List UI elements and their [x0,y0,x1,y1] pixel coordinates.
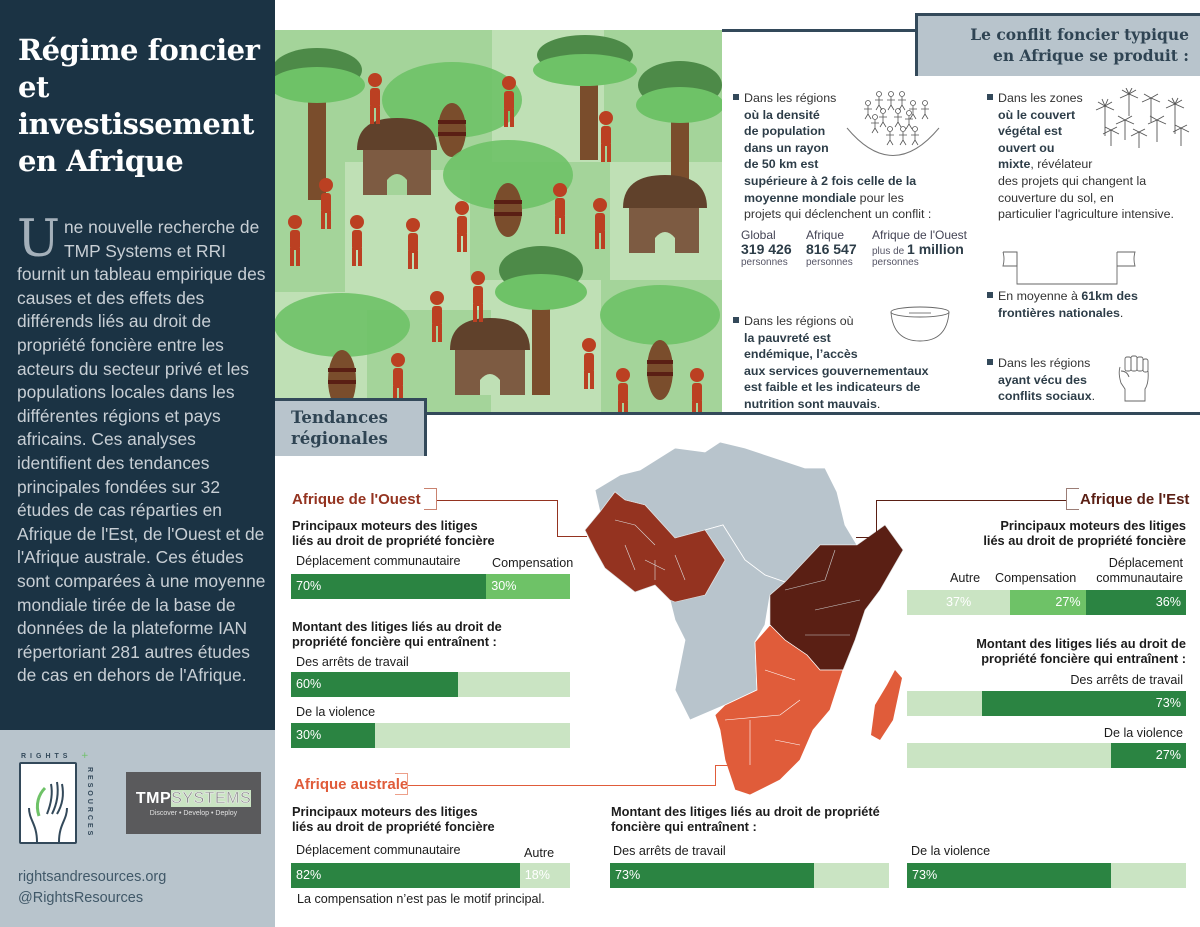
connector-line [876,500,1066,501]
hands-icon [19,762,77,844]
stacked-bar-south-drivers [291,863,570,888]
bar-label: De la violence [1103,726,1183,740]
tmp-systems-logo [126,772,261,834]
bar-south-work-stoppage [610,863,889,888]
bullet-icon [733,94,739,100]
poverty-bold: aux services gouvernementaux [744,363,929,378]
social-text: Dans les régions [998,356,1091,370]
bar-fill: 60% [291,672,458,697]
bar-label: De la violence [911,844,991,858]
bullet-icon [987,359,993,365]
south-note: La compensation n’est pas le motif principal. [297,892,545,906]
raised-fist-icon [1115,353,1155,403]
crowd-icon [843,88,943,158]
stat-label: Afrique de l'Ouest [872,228,968,242]
hut [357,118,437,195]
bar-label: Des arrêts de travail [296,655,409,669]
drivers-question [292,518,495,548]
bar-east-work-stoppage [907,691,1186,716]
bullet-icon [733,317,739,323]
rights-resources-logo [18,753,96,853]
vegetation-text: couverture du sol, en [998,190,1114,205]
bar-fill: 73% [907,863,1111,888]
border-text: . [1119,305,1124,320]
intro-text [17,210,267,688]
map-madagascar [871,670,902,740]
stat-label: Afrique [806,228,845,242]
tmp-light: SYSTEMS [171,790,252,807]
bar-west-work-stoppage [291,672,570,697]
bar-label [1083,556,1183,586]
question-line: Principaux moteurs des litiges [1000,518,1186,533]
bar-segment: 27% [1010,590,1085,615]
poverty-bold: endémique, l’accès [744,347,858,362]
bar-segment: 36% [1086,590,1186,615]
question-line: propriété foncière qui entraînent : [292,634,497,649]
bar-fill: 73% [610,863,814,888]
stat-west-africa [872,228,982,268]
illustration-art [275,30,722,412]
bar-segment: 70% [291,574,486,599]
question-line: Montant des litiges liés au droit de propriété [611,804,880,819]
density-bold: moyenne mondiale [744,190,857,205]
stat-unit: personnes [872,257,919,268]
tendances-header-line1: Tendances [291,408,388,427]
connector-line [715,765,737,766]
stacked-bar-east-drivers [907,590,1186,615]
density-bold: supérieure à 2 fois celle de la [744,173,917,188]
empty-bowl-icon [885,305,955,345]
tendances-section-header [275,398,427,456]
page-title: Régime foncier et investissement en Afrique [18,33,260,178]
stat-unit: personnes [806,257,853,268]
tmp-bold: TMP [135,790,172,807]
connector-line [408,785,715,786]
vegetation-text: des projets qui changent la [998,173,1147,188]
question-line: liés au droit de propriété foncière [983,533,1186,548]
stat-label: Global [741,228,776,242]
density-text: pour les [856,190,904,205]
stat-value: 816 547 [806,241,857,257]
border-bold: frontières nationales [998,305,1120,320]
density-bold: où la densité [744,107,820,122]
social-bold: conflits sociaux [998,389,1092,404]
stat-unit: personnes [741,257,788,268]
bullet-icon [987,292,993,298]
question-line: propriété foncière qui entraînent : [981,651,1186,666]
bar-label-line: Déplacement [1108,556,1183,570]
density-text: Dans les régions [744,91,837,105]
social-text: . [1091,389,1096,404]
drivers-question [940,518,1186,548]
poverty-bold: la pauvreté est [744,330,831,345]
bracket [395,773,408,795]
sidebar-footer [0,730,275,927]
bar-fill: 27% [1111,743,1186,768]
stacked-bar-west-drivers [291,574,570,599]
question-line: Montant des litiges liés au droit de [976,636,1186,651]
bar-segment: 30% [486,574,570,599]
bar-segment: 82% [291,863,520,888]
bar-south-violence [907,863,1186,888]
bar-label: Autre [950,571,981,585]
bar-label: Compensation [492,556,574,570]
bar-label: Autre [524,846,555,860]
bar-west-violence [291,723,570,748]
density-bold: dans un rayon [744,140,829,155]
bar-east-violence [907,743,1186,768]
question-line: foncière qui entraînent : [611,819,757,834]
bar-fill: 73% [982,691,1186,716]
bar-segment: 37% [907,590,1010,615]
poverty-text: Dans les régions où [744,314,854,328]
poverty-bold: nutrition sont mauvais [744,396,877,411]
question-line: liés au droit de propriété foncière [292,819,495,834]
bracket [424,488,437,510]
bar-label: Des arrêts de travail [1070,673,1183,687]
bracket [1066,488,1079,510]
vegetation-bold: ouvert ou [998,140,1055,155]
sidebar [0,0,275,927]
africa-map [575,430,905,800]
connector-line [715,765,716,786]
connector-line [557,500,558,537]
footer-links [18,867,166,909]
logo-rights-text: RIGHTS [21,753,72,760]
stat-global [741,228,811,268]
conflict-header-line1: Le conflit foncier typique [970,25,1189,44]
density-bold: de population [744,124,826,139]
logo-resources-text: RESOURCES [86,767,93,839]
question-line: Montant des litiges liés au droit de [292,619,502,634]
region-title-east: Afrique de l'Est [1080,491,1190,508]
bar-label: De la violence [296,705,376,719]
twitter-handle[interactable]: @RightsResources [18,890,144,906]
outcomes-question [292,619,502,649]
bar-segment: 18% [520,863,570,888]
website-link[interactable]: rightsandresources.org [18,869,167,885]
bar-label-line: communautaire [1096,571,1183,585]
poverty-text: . [876,396,881,411]
poverty-bold: est faible et les indicateurs de [744,380,921,395]
question-line: Principaux moteurs des litiges [292,518,478,533]
outcomes-question [940,636,1186,666]
intro-paragraph: ne nouvelle recherche de TMP Systems et RRI fournit un tableau empirique des causes et des effets des différends liés au droit de propriété foncière entre les acteurs du secteur privé et les populations locales dans les différentes régions et pays africains. Ces analyses identifient des tendances principales fondées sur 32 études de cas réparties en Afrique de l'Est, de l'Ouest et de l'Afrique australe. Ces études sont comparées à une moyenne mondiale tirée de la base de données de la plateforme IAN répertoriant 281 autres études de cas en dehors de l'Afrique. [17,217,266,686]
conflict-header-line2: en Afrique se produit : [993,46,1189,65]
social-bold: ayant vécu des [998,372,1087,387]
bar-fill: 30% [291,723,375,748]
density-bold: de 50 km est [744,157,819,172]
tmp-tagline: Discover • Develop • Deploy [149,810,238,817]
region-title-south: Afrique australe [294,776,409,793]
vegetation-text: , révélateur [1030,157,1093,172]
border-distance-item [987,288,1197,321]
bar-label: Compensation [995,571,1077,585]
stat-value: 1 million [907,241,964,257]
bar-label: Déplacement communautaire [296,843,461,857]
connector-line [437,500,557,501]
vegetation-bold: végétal est [998,124,1063,139]
border-bold: 61km des [1081,289,1138,303]
stat-africa [806,228,876,268]
bullet-icon [987,94,993,100]
palm-trees-icon [1093,88,1193,148]
village-palm-illustration [275,30,722,412]
bar-label: Des arrêts de travail [613,844,726,858]
outcomes-question [611,804,880,834]
drop-cap: U [17,210,60,269]
social-conflict-item [987,355,1127,405]
connector-line [856,537,876,538]
bar-label: Déplacement communautaire [296,554,461,568]
vegetation-bold: mixte [998,157,1031,172]
divider [722,29,917,32]
density-text: projets qui déclenchent un conflit : [744,207,932,222]
conflict-section-header [915,13,1200,76]
stat-value: 319 426 [741,241,792,257]
logo-plus: + [81,751,89,761]
drivers-question [292,804,495,834]
border-flags-icon [995,248,1145,288]
question-line: Principaux moteurs des litiges [292,804,478,819]
vegetation-bold: où le couvert [998,107,1076,122]
connector-line [876,500,877,538]
tendances-header-line2: régionales [291,429,388,448]
connector-line [557,536,587,537]
border-text: En moyenne à [998,289,1082,303]
question-line: liés au droit de propriété foncière [292,533,495,548]
stat-prefix: plus de [872,246,908,257]
region-title-west: Afrique de l'Ouest [292,491,421,508]
vegetation-text: Dans les zones [998,91,1083,105]
vegetation-text: particulier l'agriculture intensive. [998,207,1174,222]
